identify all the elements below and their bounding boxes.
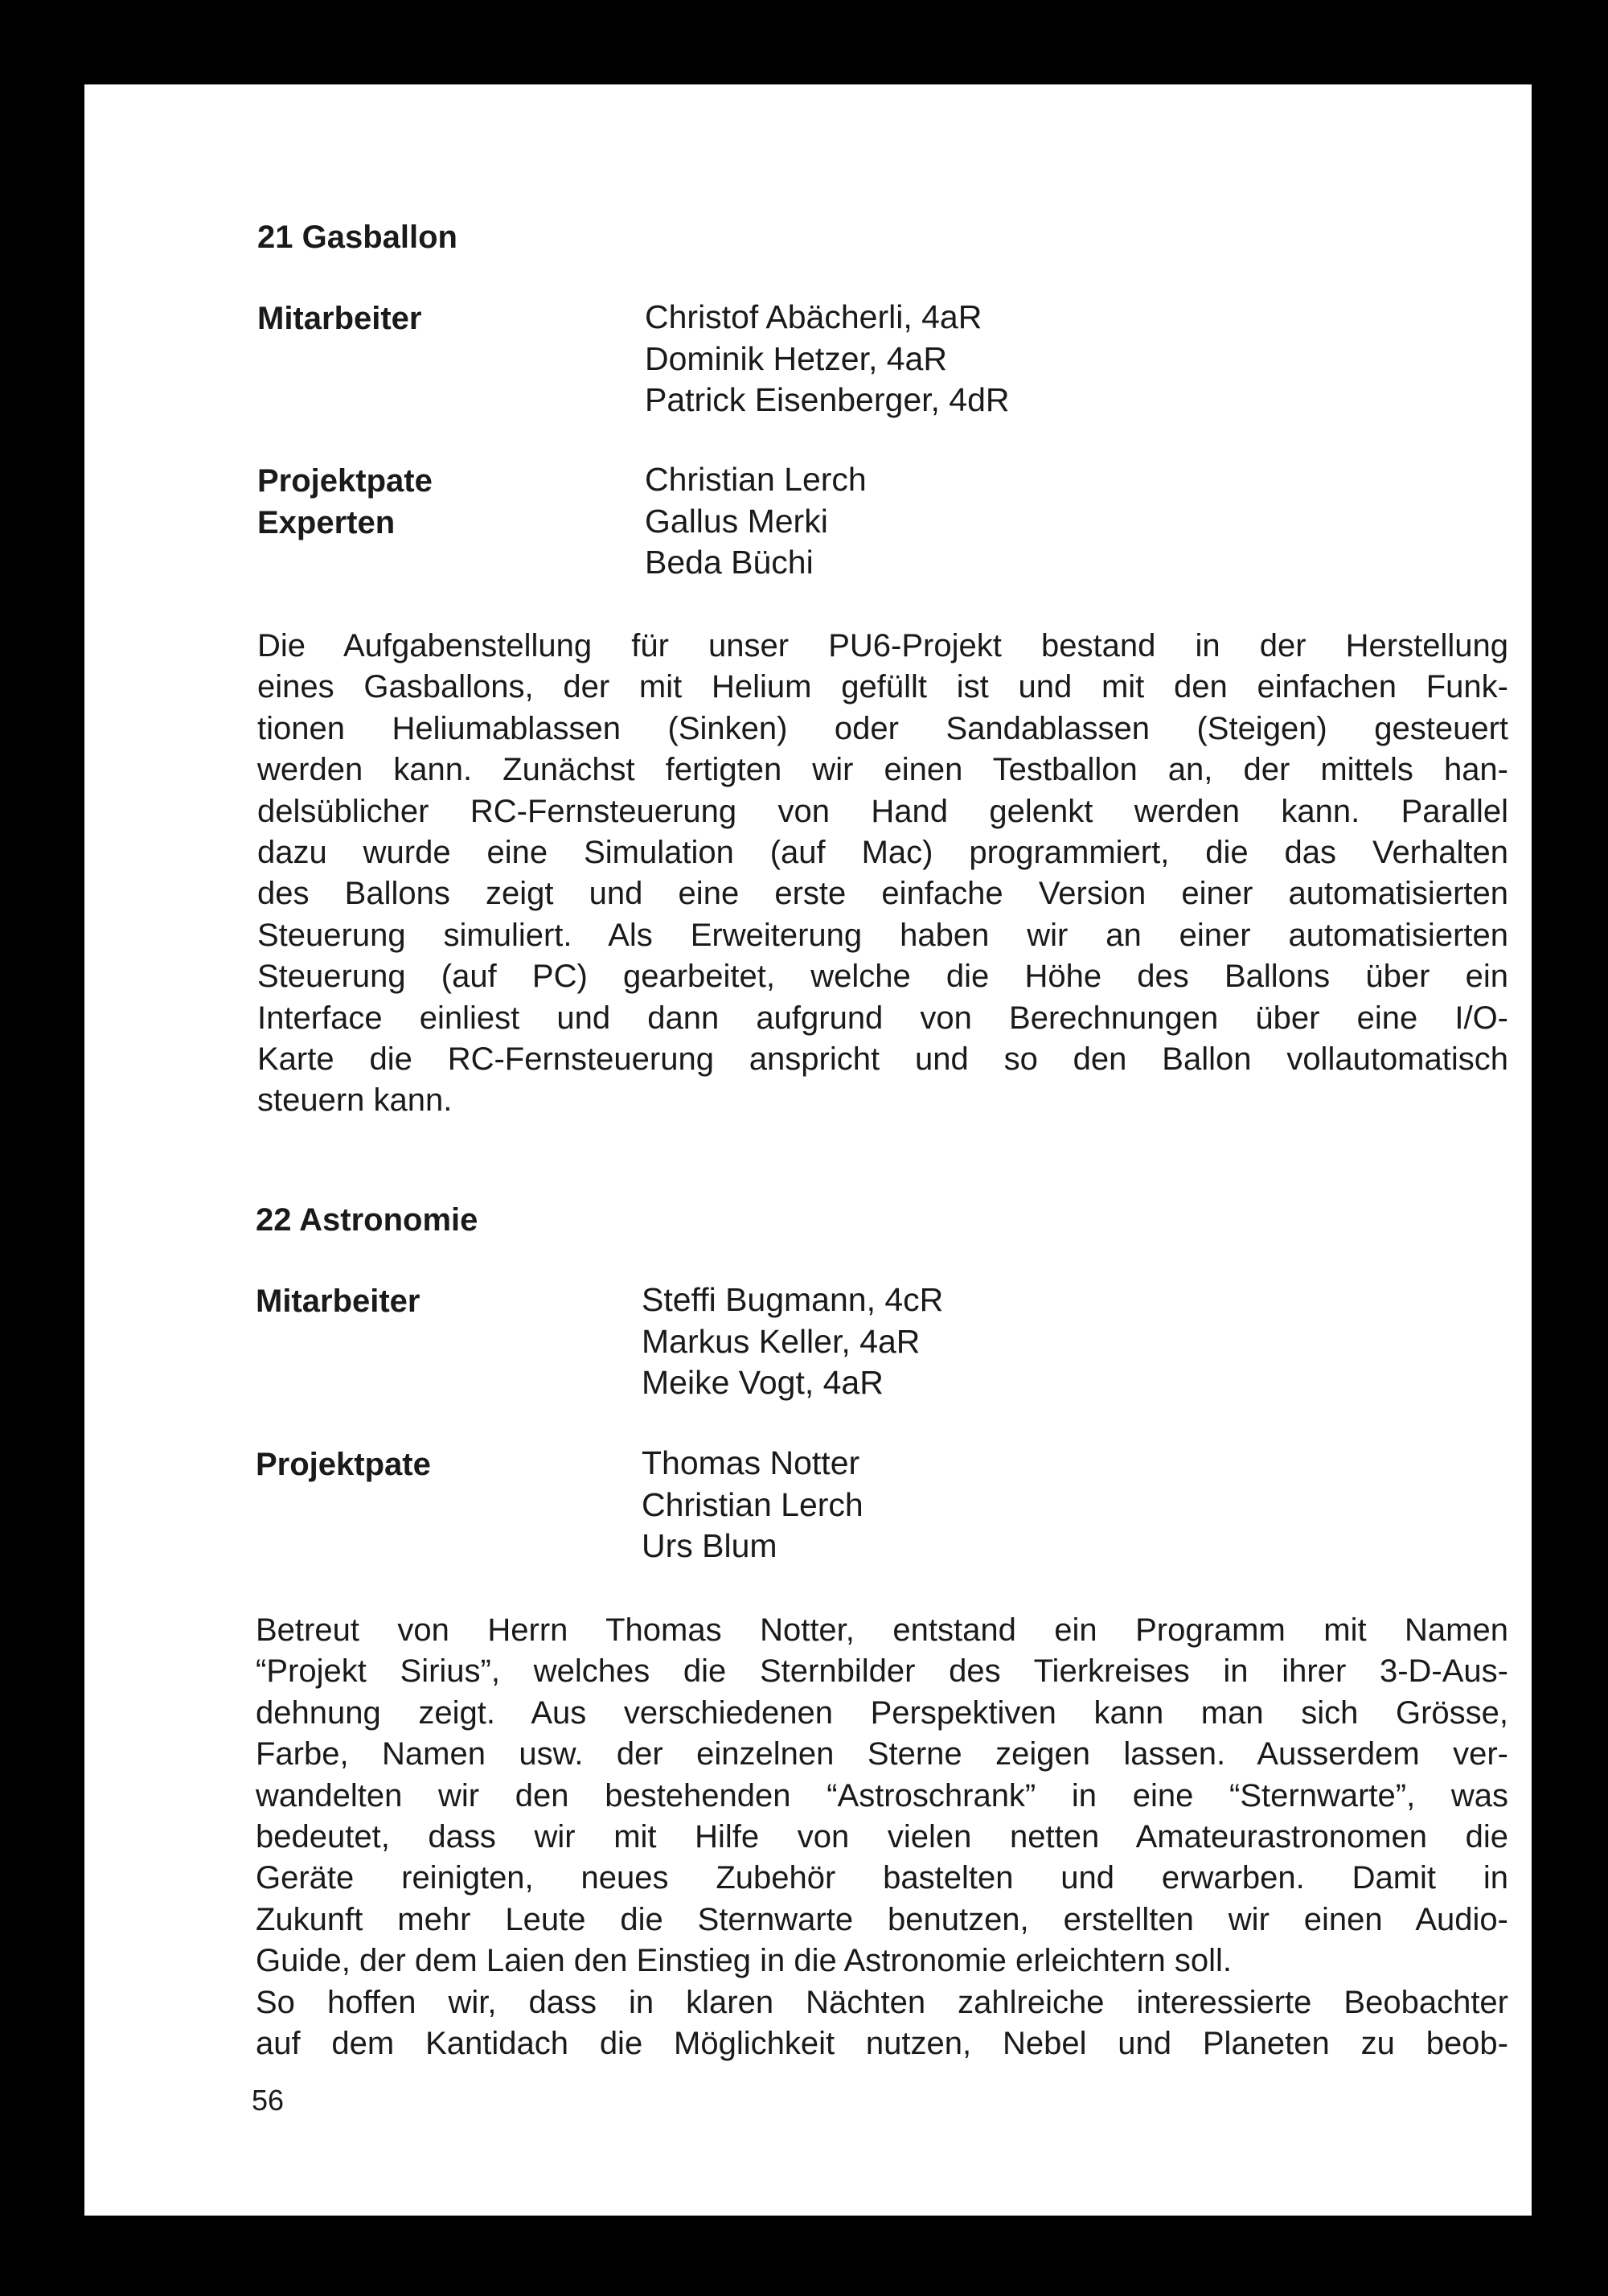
document-page [84, 84, 1532, 2216]
text-line: dehnung zeigt. Aus verschiedenen Perspektiven kann man sich Grösse, [256, 1694, 1508, 1731]
text-line: werden kann. Zunächst fertigten wir einen Testballon an, der mittels han- [257, 752, 1508, 788]
text-line: Steuerung simuliert. Als Erweiterung haben wir an einer automatisierten [257, 917, 1508, 953]
text-line: Farbe, Namen usw. der einzelnen Sterne zeigen lassen. Ausserdem ver- [256, 1736, 1508, 1772]
name-entry: Patrick Eisenberger, 4dR [645, 381, 1010, 418]
text-line: Zukunft mehr Leute die Sternwarte benutzen, erstellten wir einen Audio- [256, 1901, 1508, 1937]
name-entry: Christof Abächerli, 4aR [645, 298, 982, 335]
text-line: Karte die RC-Fernsteuerung anspricht und so den Ballon vollautomatisch [257, 1041, 1508, 1078]
name-entry: Christian Lerch [642, 1485, 863, 1523]
text-line: Die Aufgabenstellung für unser PU6-Projekt bestand in der Herstellung [257, 628, 1508, 663]
text-line: “Projekt Sirius”, welches die Sternbilder des Tierkreises in ihrer 3-D-Aus- [256, 1653, 1508, 1690]
role-label-projektpate: Projektpate [256, 1447, 431, 1482]
name-entry: Christian Lerch [645, 461, 867, 498]
text-line: delsüblicher RC-Fernsteuerung von Hand gelenkt werden kann. Parallel [257, 793, 1508, 829]
name-entry: Dominik Hetzer, 4aR [645, 339, 947, 377]
role-labels-projektpate-experten [257, 460, 433, 544]
role-label-mitarbeiter: Mitarbeiter [256, 1284, 420, 1319]
text-line: Steuerung (auf PC) gearbeitet, welche die Höhe des Ballons über ein [257, 959, 1508, 995]
text-line: auf dem Kantidach die Möglichkeit nutzen, Nebel und Planeten zu beob- [256, 2026, 1508, 2062]
text-line: bedeutet, dass wir mit Hilfe von vielen netten Amateurastronomen die [256, 1819, 1508, 1855]
text-line: steuern kann. [257, 1082, 453, 1119]
text-line: des Ballons zeigt und eine erste einfache Version einer automatisierten [257, 876, 1508, 912]
name-entry: Markus Keller, 4aR [642, 1322, 921, 1360]
text-line: Guide, der dem Laien den Einstieg in die Astronomie erleichtern soll. [256, 1943, 1233, 1979]
body-paragraph-astronomie [256, 1610, 1508, 2064]
body-paragraph-gasballon [257, 626, 1508, 1122]
section-title-gasballon: 21 Gasballon [257, 220, 457, 255]
text-line: Betreut von Herrn Thomas Notter, entstand ein Programm mit Namen [256, 1612, 1508, 1648]
name-entry: Urs Blum [642, 1527, 777, 1564]
text-line: tionen Heliumablassen (Sinken) oder Sandablassen (Steigen) gesteuert [257, 710, 1508, 746]
text-line: Interface einliest und dann aufgrund von Berechnungen über eine I/O- [257, 1000, 1508, 1036]
text-line: dazu wurde eine Simulation (auf Mac) programmiert, die das Verhalten [257, 835, 1508, 871]
name-entry: Meike Vogt, 4aR [642, 1364, 884, 1401]
page-number: 56 [252, 2084, 285, 2117]
text-line: eines Gasballons, der mit Helium gefüllt ist und mit den einfachen Funk- [257, 669, 1508, 705]
text-line: wandelten wir den bestehenden “Astroschrank” in eine “Sternwarte”, was [256, 1777, 1508, 1813]
name-entry: Steffi Bugmann, 4cR [642, 1281, 944, 1318]
name-entry: Thomas Notter [642, 1444, 860, 1481]
text-line: So hoffen wir, dass in klaren Nächten zahlreiche interessierte Beobachter [256, 1984, 1508, 2020]
name-entry: Gallus Merki [645, 502, 828, 540]
names-list-mitarbeiter [642, 1279, 943, 1404]
names-list-mitarbeiter [645, 297, 1010, 421]
text-line: Geräte reinigten, neues Zubehör bastelten und erwarben. Damit in [256, 1860, 1508, 1896]
names-list-projektpate [642, 1443, 863, 1567]
role-label-experten: Experten [257, 505, 396, 540]
role-label-projektpate: Projektpate [257, 463, 433, 499]
role-label-mitarbeiter: Mitarbeiter [257, 301, 422, 336]
name-entry: Beda Büchi [645, 544, 814, 581]
names-list-projektpate [645, 459, 867, 584]
section-title-astronomie: 22 Astronomie [256, 1202, 478, 1238]
